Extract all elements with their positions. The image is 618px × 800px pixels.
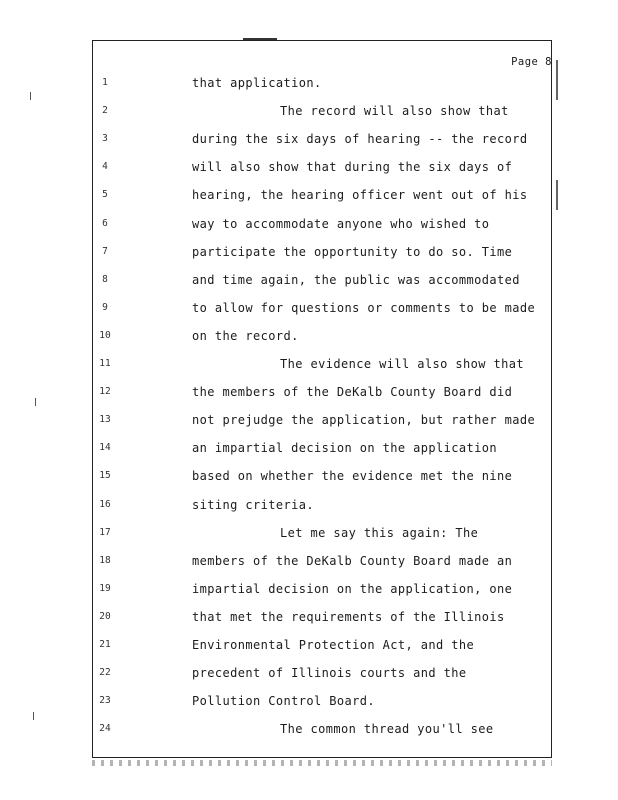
frame-edge-mark [556, 60, 558, 100]
line-number: 13 [99, 414, 111, 426]
line-number: 24 [99, 723, 111, 735]
line-number: 6 [102, 217, 108, 229]
transcript-line-text: Pollution Control Board. [192, 694, 375, 709]
line-number: 18 [99, 554, 111, 566]
transcript-line-text: hearing, the hearing officer went out of his [192, 188, 528, 203]
line-number: 8 [102, 273, 108, 285]
transcript-line-text: siting criteria. [192, 497, 314, 512]
transcript-line-text: precedent of Illinois courts and the [192, 666, 467, 681]
transcript-line-text: to allow for questions or comments to be made [192, 300, 536, 315]
transcript-line-text: members of the DeKalb County Board made an [192, 553, 513, 568]
line-number: 9 [102, 301, 108, 313]
transcript-line-text: on the record. [192, 328, 299, 343]
transcript-line-text: way to accommodate anyone who wished to [192, 216, 490, 231]
scan-margin-mark [33, 712, 34, 720]
scan-footer-noise [92, 760, 552, 766]
line-number: 19 [99, 582, 111, 594]
line-number: 2 [102, 105, 108, 117]
line-number: 5 [102, 189, 108, 201]
line-number: 22 [99, 667, 111, 679]
transcript-line-text: that application. [192, 76, 322, 90]
line-number: 17 [99, 526, 111, 538]
transcript-line-text: an impartial decision on the application [192, 441, 497, 456]
line-number: 7 [102, 245, 108, 257]
transcript-line-text: The evidence will also show that [280, 357, 524, 371]
transcript-line-text: Let me say this again: The [280, 525, 479, 540]
transcript-line-text: participate the opportunity to do so. Time [192, 244, 513, 259]
line-number: 3 [102, 133, 108, 145]
line-number: 4 [102, 161, 108, 173]
transcript-line-text: will also show that during the six days of [192, 160, 513, 175]
line-number: 16 [99, 498, 111, 510]
transcript-line-text: Environmental Protection Act, and the [192, 638, 475, 652]
line-number: 20 [99, 610, 111, 622]
line-number: 15 [99, 470, 111, 482]
frame-top-mark [243, 38, 277, 40]
transcript-line-text: not prejudge the application, but rather made [192, 413, 536, 428]
line-number: 10 [99, 329, 111, 341]
line-number: 21 [99, 639, 111, 650]
page-number: Page 8 [511, 56, 552, 68]
transcript-line-text: The record will also show that [280, 104, 509, 119]
transcript-line-text: impartial decision on the application, one [192, 581, 513, 596]
line-number: 12 [99, 386, 111, 398]
line-number: 1 [102, 77, 108, 88]
transcript-line-text: based on whether the evidence met the nine [192, 469, 513, 484]
transcript-line-text: and time again, the public was accommodated [192, 272, 520, 287]
scan-margin-mark [30, 92, 31, 100]
scan-margin-mark [35, 398, 36, 406]
line-number: 23 [99, 695, 111, 707]
transcript-line-text: during the six days of hearing -- the record [192, 132, 528, 147]
line-number: 11 [99, 358, 111, 369]
transcript-line-text: The common thread you'll see [280, 722, 494, 737]
transcript-line-text: that met the requirements of the Illinois [192, 609, 505, 624]
line-number: 14 [99, 442, 111, 454]
transcript-line-text: the members of the DeKalb County Board did [192, 385, 513, 400]
frame-edge-mark [556, 180, 558, 210]
